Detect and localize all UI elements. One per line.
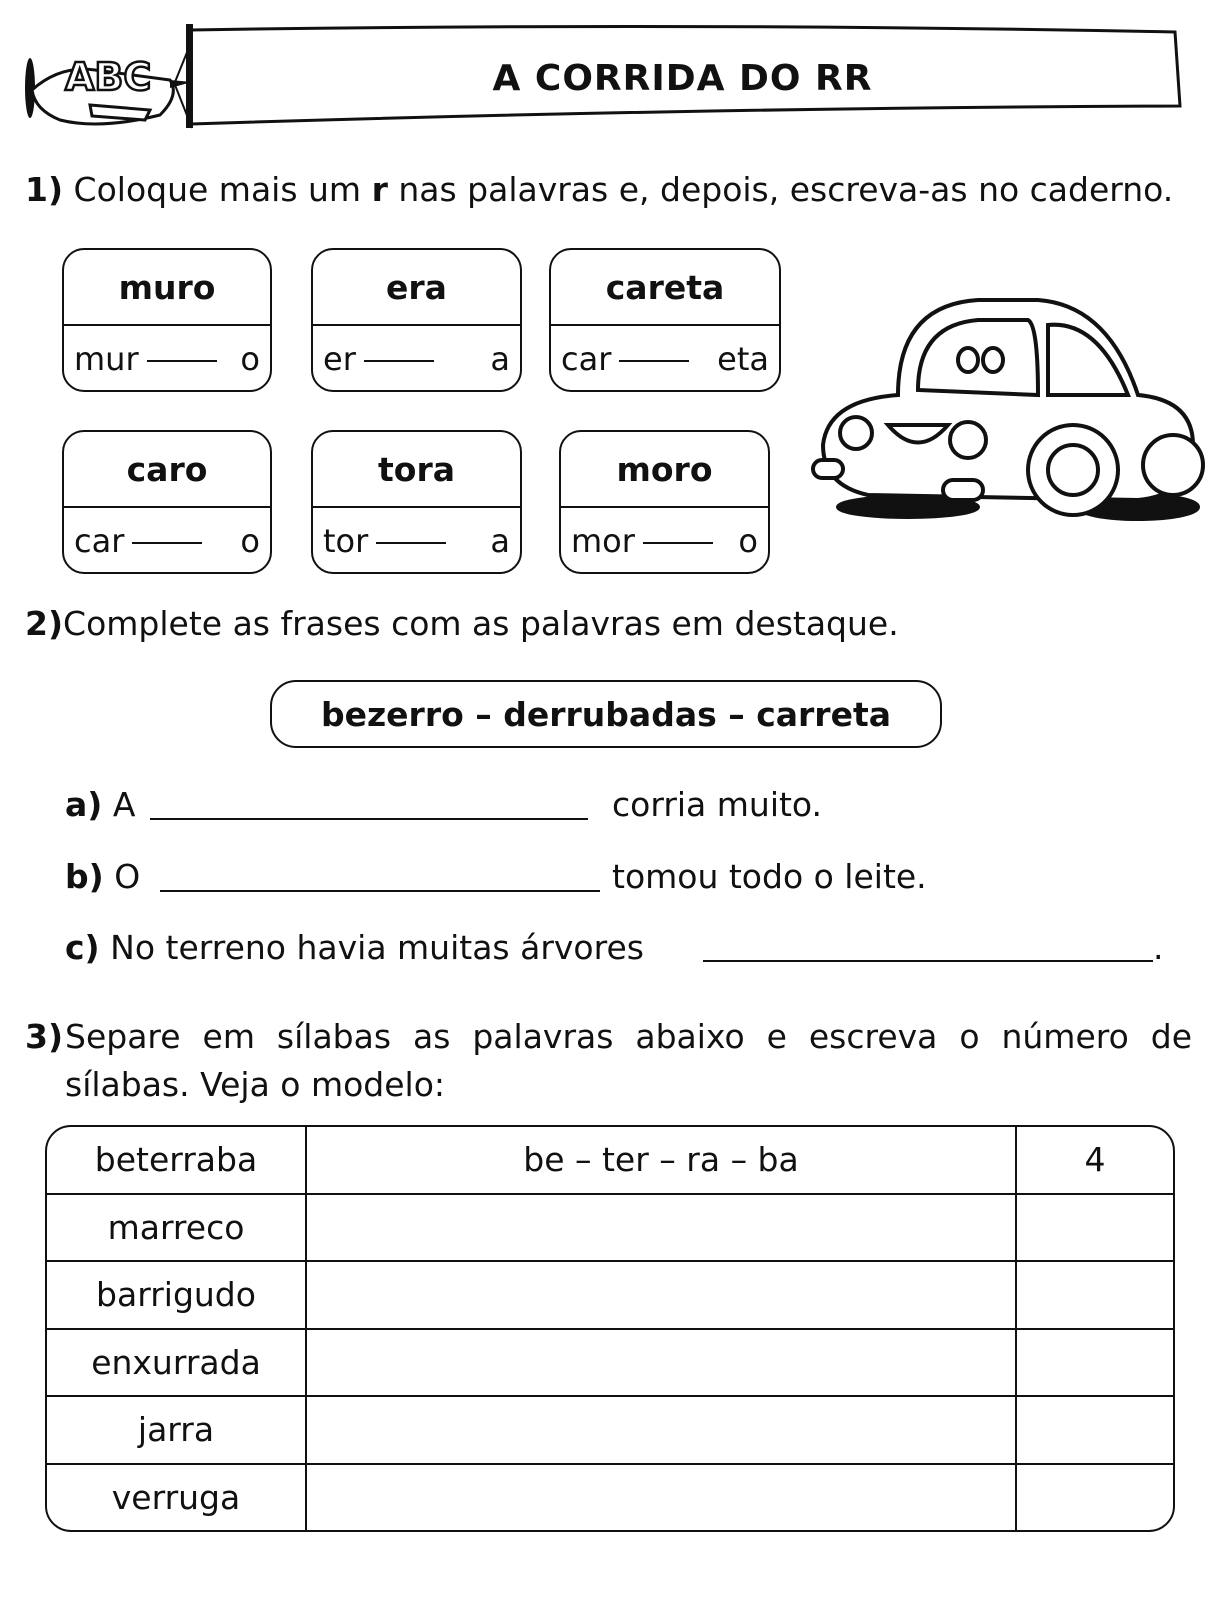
table-row [47, 1262, 1173, 1330]
letter-blank[interactable] [364, 360, 434, 362]
question-number: 1) [25, 170, 64, 209]
word: tora [313, 432, 520, 508]
svg-text:ABC: ABC [65, 55, 152, 99]
syllables-cell[interactable] [307, 1330, 1017, 1398]
item-text: A [112, 785, 136, 824]
letter-blank[interactable] [376, 542, 446, 544]
word-box [559, 430, 770, 574]
question-2 [25, 604, 899, 643]
word-start: car [561, 340, 612, 378]
syllables-cell[interactable] [307, 1465, 1017, 1531]
syllable-table [45, 1125, 1175, 1532]
answer-line-a[interactable] [150, 818, 588, 820]
letter-blank[interactable] [619, 360, 689, 362]
word-blank-row [313, 508, 520, 574]
item-text: . [1153, 928, 1164, 967]
word-box [311, 430, 522, 574]
word-cell: enxurrada [47, 1330, 307, 1398]
word-blank-row [561, 508, 768, 574]
word-blank-row [64, 508, 270, 574]
count-cell[interactable] [1017, 1262, 1173, 1330]
word-start: car [74, 522, 125, 560]
item-label: c) [65, 928, 100, 967]
syllables-cell[interactable]: be – ter – ra – ba [307, 1127, 1017, 1195]
word-end: eta [717, 340, 769, 378]
word-cell: marreco [47, 1195, 307, 1263]
word-end: a [490, 522, 510, 560]
table-row [47, 1397, 1173, 1465]
item-text: O [114, 857, 141, 896]
item-a [65, 785, 135, 824]
abc-airplane-logo-icon [20, 20, 200, 135]
question-text: Separe em sílabas as palavras abaixo e escreva o número de [65, 1017, 1192, 1056]
question-number: 3) [25, 1017, 64, 1056]
question-number: 2) [25, 604, 64, 643]
item-label: b) [65, 857, 104, 896]
syllables-cell[interactable] [307, 1397, 1017, 1465]
count-cell[interactable] [1017, 1330, 1173, 1398]
word-box [62, 430, 272, 574]
letter-blank[interactable] [147, 360, 217, 362]
word-blank-row [313, 326, 520, 392]
word: careta [551, 250, 779, 326]
highlighted-words-box: bezerro – derrubadas – carreta [270, 680, 942, 748]
word: moro [561, 432, 768, 508]
count-cell[interactable] [1017, 1397, 1173, 1465]
letter-blank[interactable] [643, 542, 713, 544]
item-text: corria muito. [612, 785, 823, 824]
question-text: Complete as frases com as palavras em destaque. [63, 604, 899, 643]
item-label: a) [65, 785, 103, 824]
word-box [62, 248, 272, 392]
table-row [47, 1330, 1173, 1398]
question-text: nas palavras e, depois, escreva-as no caderno. [387, 170, 1174, 209]
count-cell[interactable]: 4 [1017, 1127, 1173, 1195]
table-row [47, 1127, 1173, 1195]
answer-line-c[interactable] [703, 960, 1153, 962]
word-cell: barrigudo [47, 1262, 307, 1330]
word-cell: beterraba [47, 1127, 307, 1195]
item-b [65, 857, 140, 896]
page-title: A CORRIDA DO RR [492, 57, 873, 99]
syllables-cell[interactable] [307, 1195, 1017, 1263]
word-start: mor [571, 522, 635, 560]
count-cell[interactable] [1017, 1465, 1173, 1531]
answer-line-b[interactable] [160, 890, 600, 892]
table-row [47, 1195, 1173, 1263]
item-c [65, 928, 644, 967]
word: era [313, 250, 520, 326]
word-start: tor [323, 522, 369, 560]
word-end: o [240, 340, 260, 378]
word-start: mur [74, 340, 139, 378]
smiling-car-icon [808, 285, 1208, 530]
count-cell[interactable] [1017, 1195, 1173, 1263]
word-cell: verruga [47, 1465, 307, 1531]
word-box [311, 248, 522, 392]
word-blank-row [551, 326, 779, 392]
question-3 [25, 1017, 63, 1056]
question-text: sílabas. Veja o modelo: [65, 1065, 446, 1104]
highlight-letter: r [371, 170, 388, 209]
item-text: No terreno havia muitas árvores [110, 928, 644, 967]
table-row [47, 1465, 1173, 1531]
question-1 [25, 170, 1173, 209]
syllables-cell[interactable] [307, 1262, 1017, 1330]
word-blank-row [64, 326, 270, 392]
word-end: a [490, 340, 510, 378]
word-end: o [738, 522, 758, 560]
word-box [549, 248, 781, 392]
word: muro [64, 250, 270, 326]
word-start: er [323, 340, 356, 378]
question-text: Coloque mais um [73, 170, 372, 209]
word: caro [64, 432, 270, 508]
word-cell: jarra [47, 1397, 307, 1465]
item-text: tomou todo o leite. [612, 857, 927, 896]
letter-blank[interactable] [132, 542, 202, 544]
word-end: o [240, 522, 260, 560]
